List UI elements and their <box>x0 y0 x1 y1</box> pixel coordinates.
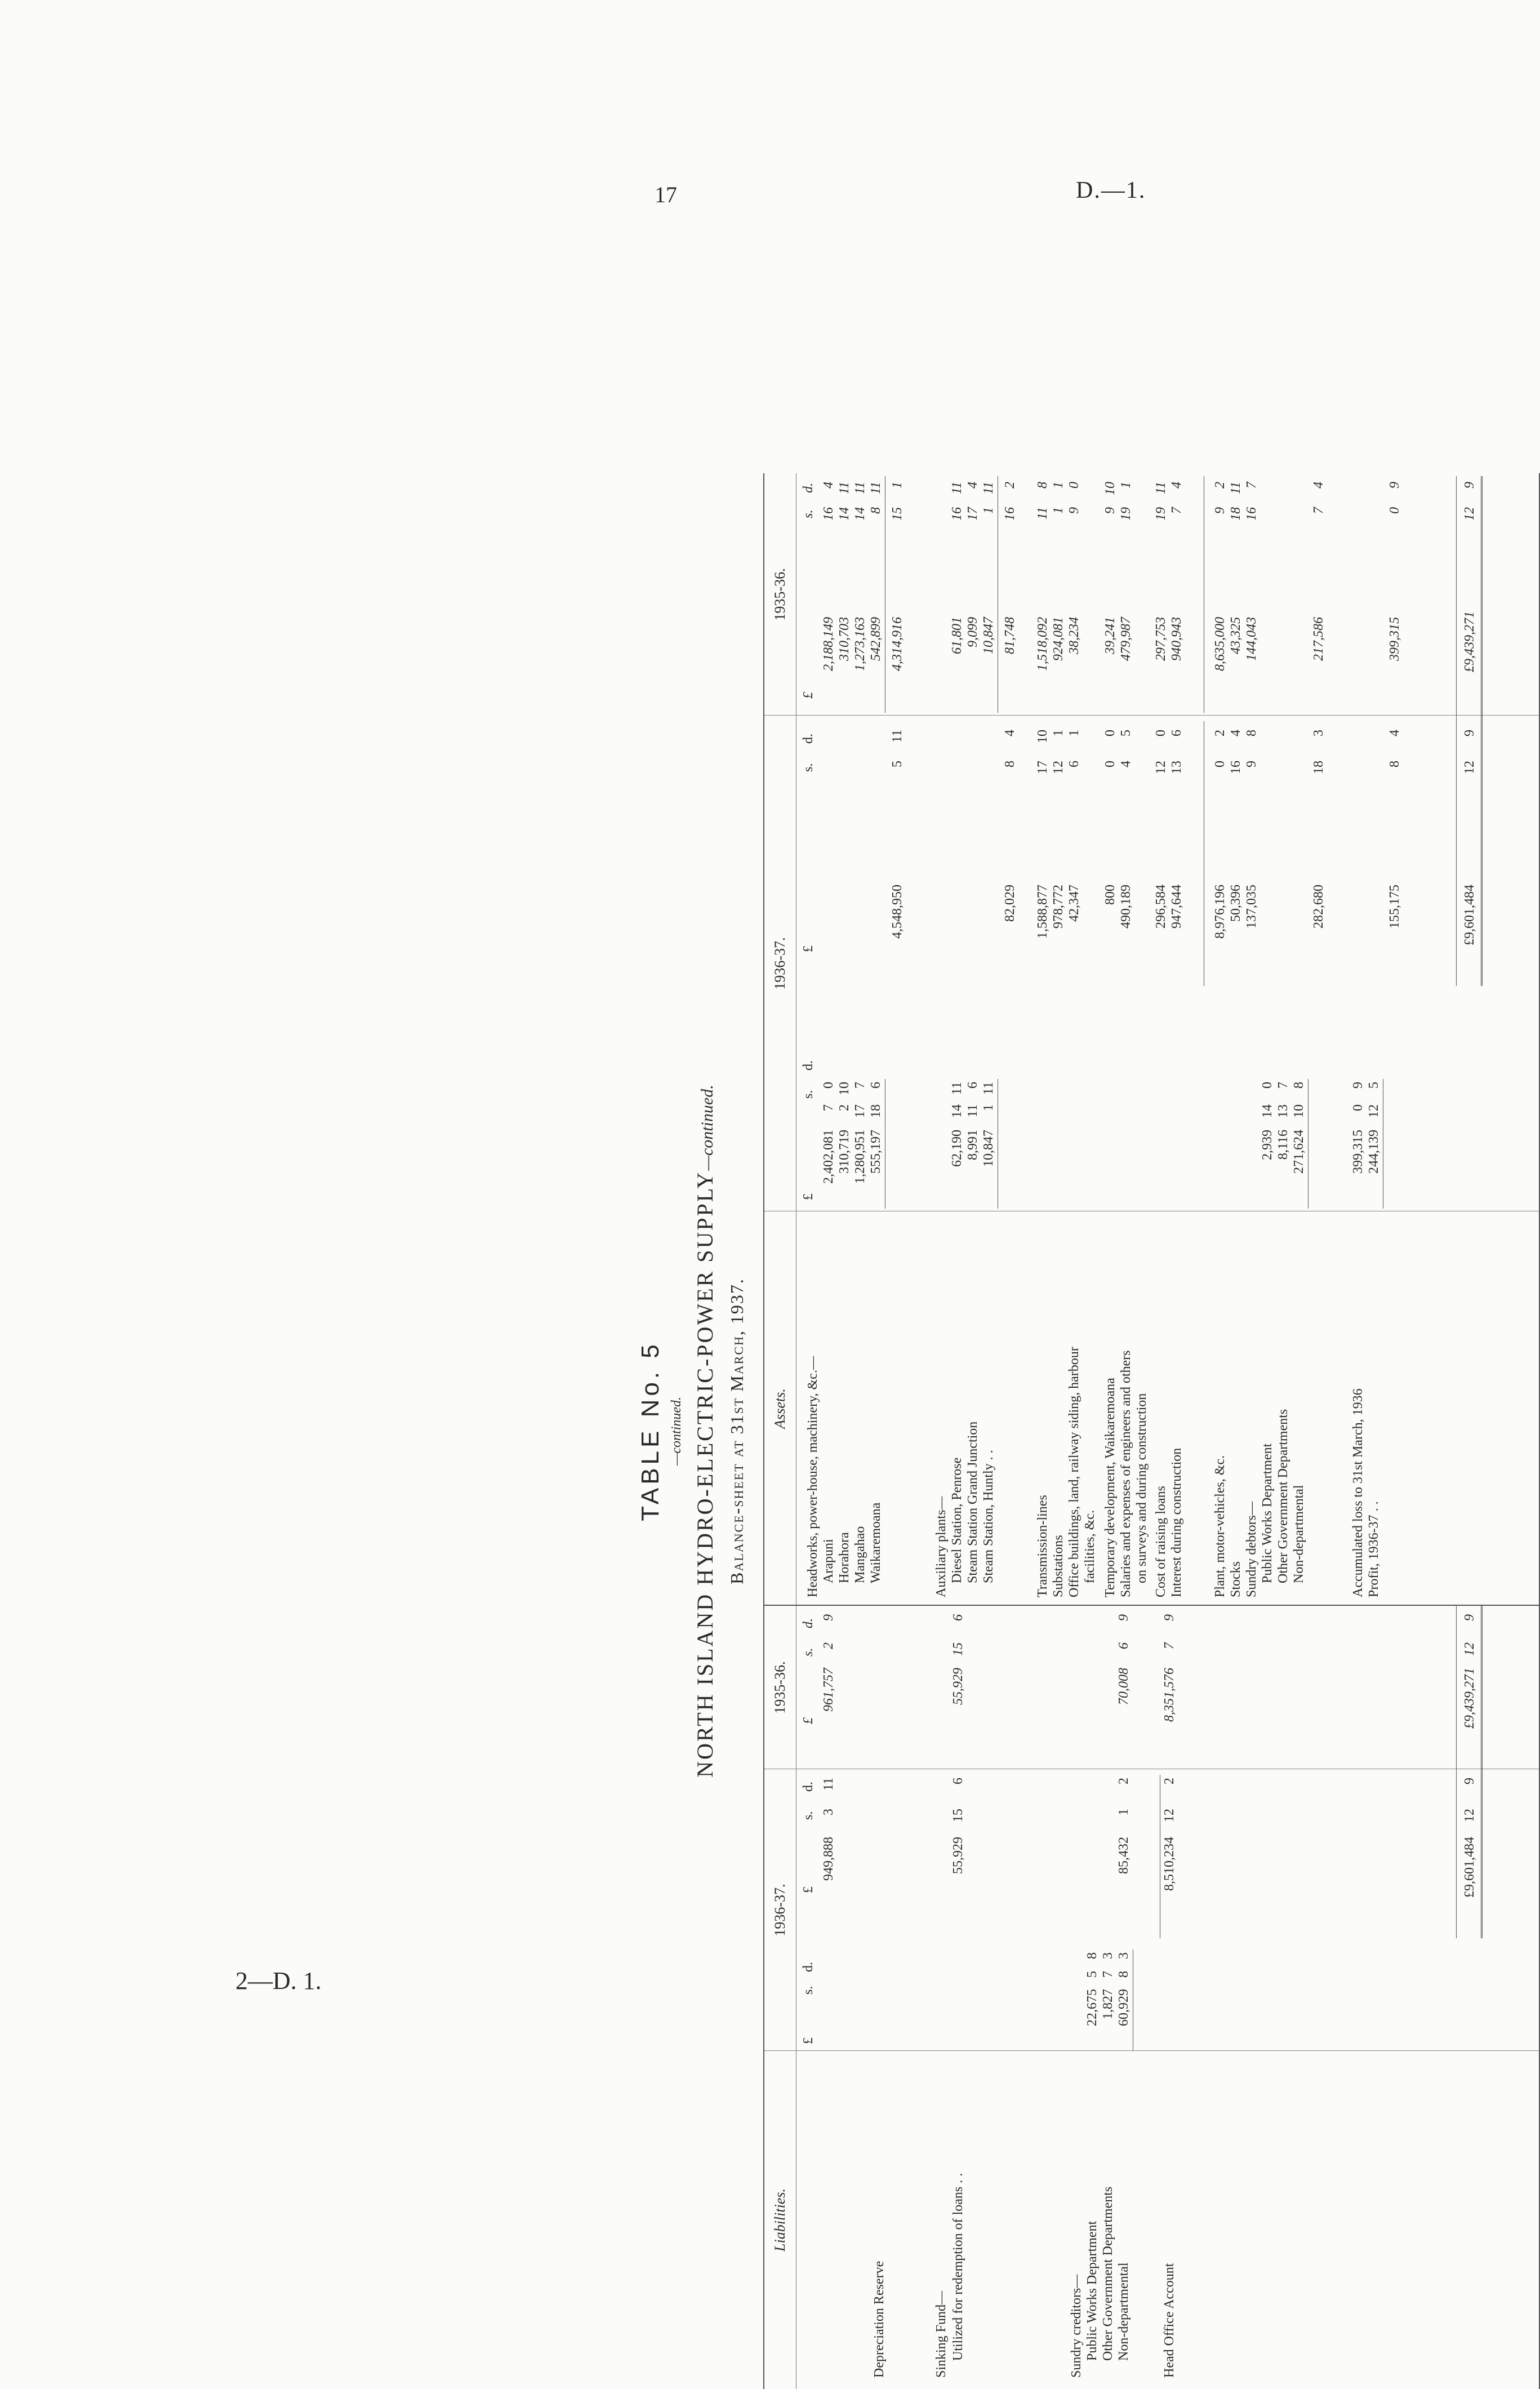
document-reference: D.—1. <box>1076 177 1146 203</box>
asset-item-amount: 2,402,081 <box>821 1130 836 1184</box>
asset-stocks: Stocks <box>1229 1561 1243 1597</box>
asset-salaries-expenses-cont: on surveys and during construction <box>1134 1393 1149 1583</box>
asset-group-total: 4,548,950 <box>890 885 905 939</box>
asset-prev-pence: 4 <box>821 482 836 489</box>
debtors-prev-shillings: 7 <box>1311 507 1326 514</box>
profit-amount: 244,139 <box>1367 1130 1381 1174</box>
asset-prev-pence: 1 <box>1051 482 1066 489</box>
total-rule <box>1456 476 1457 986</box>
unit-pence: d. <box>801 1962 816 1972</box>
asset-item-label: Steam Station, Huntly . . <box>981 1450 996 1583</box>
liability-prev-shillings: 15 <box>951 1642 965 1656</box>
unit-pence: d. <box>801 483 816 493</box>
asset-interest-construction: Interest during construction <box>1169 1447 1184 1597</box>
asset-prev-pence: 11 <box>1229 482 1243 495</box>
asset-pence: 4 <box>1229 730 1243 736</box>
asset-prev-pence: 11 <box>837 482 852 495</box>
table-subtitle: Balance-sheet at 31st March, 1937. <box>727 1278 747 1584</box>
liability-amount: 949,888 <box>821 1837 836 1881</box>
liabilities-1937-header: 1936-37. <box>764 1769 796 2051</box>
asset-plant-vehicles: Plant, motor-vehicles, &c. <box>1213 1455 1227 1597</box>
asset-prev-amount: 39,241 <box>1103 617 1118 654</box>
asset-item-label: Mangahao <box>853 1526 867 1583</box>
liability-prev-amount: 961,757 <box>821 1668 836 1712</box>
liability-sinking-fund-detail: Utilized for redemption of loans . . <box>951 2173 965 2361</box>
asset-pence: 1 <box>1067 730 1081 736</box>
asset-prev-pence: 4 <box>965 482 980 489</box>
liabilities-grand-total: £9,601,484 <box>1462 1837 1477 1898</box>
asset-prev-pence: 2 <box>1213 482 1227 489</box>
liabilities-total-pence: 9 <box>1462 1778 1477 1784</box>
title-continued: —continued. <box>698 1085 716 1171</box>
asset-amount: 947,644 <box>1169 885 1184 929</box>
asset-prev-amount: 924,081 <box>1051 617 1066 661</box>
liability-amount: 8,510,234 <box>1162 1837 1177 1891</box>
debtor-shillings: 13 <box>1276 1104 1290 1118</box>
asset-prev-amount: 940,943 <box>1169 617 1184 661</box>
liability-prev-pence: 9 <box>1116 1614 1131 1621</box>
asset-prev-amount: 144,043 <box>1244 617 1259 661</box>
total-rule-double <box>1481 1606 1483 1938</box>
asset-prev-amount: 1,273,163 <box>853 617 867 671</box>
asset-shillings: 4 <box>1119 761 1133 767</box>
asset-amount: 1,588,877 <box>1035 885 1050 939</box>
assets-grand-total: £9,601,484 <box>1462 885 1477 945</box>
assets-prev-total-shillings: 12 <box>1462 507 1477 521</box>
balance-sheet <box>637 473 1538 2389</box>
assets-1936-header: 1935-36. <box>764 473 796 716</box>
debtors-total-pence: 3 <box>1311 730 1326 736</box>
net-loss-prev-shillings: 0 <box>1387 507 1402 514</box>
asset-item-pence: 11 <box>950 1082 964 1095</box>
assets-prev-total: £9,439,271 <box>1462 611 1477 672</box>
asset-item-amount: 1,280,951 <box>853 1130 867 1184</box>
asset-prev-pence: 11 <box>950 482 964 495</box>
asset-prev-shillings: 17 <box>965 507 980 521</box>
asset-accumulated-loss: Accumulated loss to 31st March, 1936 <box>1351 1388 1365 1597</box>
liability-sundry-creditors: Sundry creditors— <box>1069 2274 1084 2378</box>
asset-amount: 8,976,196 <box>1213 885 1227 939</box>
assets-total-shillings: 12 <box>1462 761 1477 774</box>
liability-shillings: 12 <box>1162 1809 1177 1822</box>
total-rule <box>1456 1606 1457 1938</box>
col-divider <box>764 1605 1539 1606</box>
liability-sinking-fund: Sinking Fund— <box>934 2290 949 2378</box>
debtor-shillings: 10 <box>1292 1104 1306 1118</box>
unit-pence: d. <box>801 1618 816 1628</box>
asset-shillings: 6 <box>1067 761 1081 767</box>
asset-group-prev-shillings: 16 <box>1003 507 1017 521</box>
unit-pound: £ <box>801 1717 816 1724</box>
liability-prev-pence: 6 <box>951 1614 965 1621</box>
asset-prev-shillings: 1 <box>981 507 996 514</box>
asset-item-label: Waikaremoana <box>869 1502 883 1583</box>
asset-item-label: Diesel Station, Penrose <box>950 1457 964 1583</box>
asset-prev-shillings: 9 <box>1213 507 1227 514</box>
liability-prev-shillings: 7 <box>1162 1642 1177 1649</box>
asset-item-pence: 6 <box>965 1082 980 1089</box>
assets-header: Assets. <box>764 1211 796 1606</box>
asset-pence: 10 <box>1035 730 1050 743</box>
liability-depreciation-reserve: Depreciation Reserve <box>872 2261 887 2378</box>
asset-shillings: 0 <box>1213 761 1227 767</box>
table-label: TABLE No. 5 <box>637 1341 664 1521</box>
net-loss-pence: 4 <box>1387 730 1402 736</box>
asset-item-amount: 10,847 <box>981 1130 996 1167</box>
unit-pound: £ <box>801 692 816 699</box>
asset-amount: 800 <box>1103 885 1118 905</box>
asset-pence: 5 <box>1119 730 1133 736</box>
asset-substations: Substations <box>1051 1535 1066 1597</box>
asset-sundry-debtors: Sundry debtors— <box>1244 1502 1259 1597</box>
asset-amount: 137,035 <box>1244 885 1259 929</box>
asset-prev-shillings: 1 <box>1051 507 1066 514</box>
asset-item-shillings: 11 <box>965 1104 980 1118</box>
liability-shillings: 15 <box>951 1809 965 1822</box>
liabilities-total-shillings: 12 <box>1462 1809 1477 1822</box>
asset-item-shillings: 2 <box>837 1104 852 1111</box>
liability-prev-amount: 70,008 <box>1116 1668 1131 1705</box>
asset-item-pence: 11 <box>981 1082 996 1095</box>
debtors-prev-total: 217,586 <box>1311 617 1326 661</box>
liabilities-prev-total-shillings: 12 <box>1462 1642 1477 1656</box>
asset-item-amount: 8,991 <box>965 1130 980 1160</box>
debtors-total-shillings: 18 <box>1311 761 1326 774</box>
debtors-total: 282,680 <box>1311 885 1326 929</box>
asset-pence: 2 <box>1213 730 1227 736</box>
asset-cost-of-raising-loans: Cost of raising loans <box>1154 1486 1168 1597</box>
asset-pence: 0 <box>1154 730 1168 736</box>
asset-prev-shillings: 9 <box>1103 507 1118 514</box>
asset-amount: 490,189 <box>1119 885 1133 929</box>
asset-shillings: 16 <box>1229 761 1243 774</box>
asset-group-pence: 4 <box>1003 730 1017 736</box>
asset-item-shillings: 17 <box>853 1104 867 1118</box>
debtor-label: Non-departmental <box>1292 1485 1306 1583</box>
creditor-shillings: 7 <box>1101 1971 1115 1978</box>
footer-reference: 2—D. 1. <box>235 1967 322 1995</box>
col-divider <box>764 2050 1539 2051</box>
creditor-label: Non-departmental <box>1116 2262 1131 2361</box>
asset-group-total: 82,029 <box>1003 885 1017 922</box>
liability-pence: 2 <box>1162 1778 1177 1784</box>
creditor-label: Other Government Departments <box>1101 2186 1115 2361</box>
asset-prev-shillings: 19 <box>1119 507 1133 521</box>
asset-prev-amount: 38,234 <box>1067 617 1081 654</box>
net-loss-prev-total: 399,315 <box>1387 617 1402 661</box>
asset-prev-pence: 11 <box>1154 482 1168 495</box>
debtors-prev-pence: 4 <box>1311 482 1326 489</box>
unit-shilling: s. <box>801 509 816 518</box>
asset-item-shillings: 14 <box>950 1104 964 1118</box>
asset-group-prev-pence: 2 <box>1003 482 1017 489</box>
asset-prev-amount: 479,987 <box>1119 617 1133 661</box>
asset-group-pence: 11 <box>890 730 905 743</box>
asset-prev-shillings: 18 <box>1229 507 1243 521</box>
asset-prev-pence: 4 <box>1169 482 1184 489</box>
liability-shillings: 1 <box>1116 1809 1131 1815</box>
profit-pence: 5 <box>1367 1082 1381 1089</box>
assets-prev-total-pence: 9 <box>1462 482 1477 489</box>
asset-item-amount: 62,190 <box>950 1130 964 1167</box>
liability-pence: 6 <box>951 1778 965 1784</box>
asset-prev-amount: 61,801 <box>950 617 964 654</box>
unit-shilling: s. <box>801 1811 816 1820</box>
debtor-amount: 8,116 <box>1276 1130 1290 1160</box>
debtor-label: Other Government Departments <box>1276 1409 1290 1583</box>
unit-pound: £ <box>801 945 816 952</box>
creditor-amount: 1,827 <box>1101 1989 1115 2019</box>
total-rule-double <box>1481 476 1483 986</box>
debtor-label: Public Works Department <box>1260 1443 1275 1583</box>
unit-pound: £ <box>801 1886 816 1893</box>
asset-shillings: 12 <box>1154 761 1168 774</box>
asset-item-label: Arapuni <box>821 1539 836 1583</box>
assets-1937-header: 1936-37. <box>764 716 796 1211</box>
asset-headworks: Headworks, power-house, machinery, &c.— <box>805 1356 820 1597</box>
table-title: NORTH ISLAND HYDRO-ELECTRIC-POWER SUPPLY—continued. <box>692 1085 718 1778</box>
asset-shillings: 9 <box>1244 761 1259 767</box>
asset-item-label: Horahora <box>837 1532 852 1583</box>
creditor-shillings: 8 <box>1116 1971 1131 1978</box>
asset-amount: 50,396 <box>1229 885 1243 922</box>
asset-prev-amount: 310,703 <box>837 617 852 661</box>
debtor-amount: 271,624 <box>1292 1130 1306 1174</box>
profit-shillings: 12 <box>1367 1104 1381 1118</box>
assets-total-pence: 9 <box>1462 730 1477 736</box>
asset-temporary-development: Temporary development, Waikaremoana <box>1103 1378 1118 1597</box>
asset-prev-amount: 1,518,092 <box>1035 617 1050 671</box>
asset-transmission-lines: Transmission-lines <box>1035 1495 1050 1597</box>
asset-item-shillings: 18 <box>869 1104 883 1118</box>
debtor-pence: 0 <box>1260 1082 1275 1089</box>
liability-head-office-account: Head Office Account <box>1162 2263 1177 2378</box>
debtor-shillings: 14 <box>1260 1104 1275 1118</box>
asset-prev-shillings: 16 <box>950 507 964 521</box>
asset-salaries-expenses: Salaries and expenses of engineers and others <box>1119 1350 1133 1597</box>
asset-pence: 6 <box>1169 730 1184 736</box>
liabilities-1936-header: 1935-36. <box>764 1606 796 1769</box>
asset-prev-pence: 7 <box>1244 482 1259 489</box>
creditor-amount: 22,675 <box>1085 1989 1100 2026</box>
asset-item-amount: 555,197 <box>869 1130 883 1174</box>
liability-pence: 2 <box>1116 1778 1131 1784</box>
asset-office-buildings: Office buildings, land, railway siding, harbour <box>1067 1347 1081 1597</box>
loss-shillings: 0 <box>1351 1104 1365 1111</box>
asset-prev-pence: 11 <box>869 482 883 495</box>
asset-shillings: 0 <box>1103 761 1118 767</box>
asset-prev-pence: 1 <box>1119 482 1133 489</box>
asset-prev-amount: 8,635,000 <box>1213 617 1227 671</box>
asset-item-pence: 10 <box>837 1082 852 1095</box>
asset-prev-amount: 43,325 <box>1229 617 1243 654</box>
asset-amount: 978,772 <box>1051 885 1066 929</box>
asset-item-label: Steam Station Grand Junction <box>965 1421 980 1583</box>
debtor-pence: 7 <box>1276 1082 1290 1089</box>
asset-shillings: 13 <box>1169 761 1184 774</box>
asset-group-prev-total: 4,314,916 <box>890 617 905 671</box>
liability-prev-pence: 9 <box>1162 1614 1177 1621</box>
liability-pence: 11 <box>821 1778 836 1791</box>
loss-pence: 9 <box>1351 1082 1365 1089</box>
asset-prev-pence: 0 <box>1067 482 1081 489</box>
asset-prev-shillings: 14 <box>837 507 852 521</box>
asset-prev-shillings: 16 <box>1244 507 1259 521</box>
col-divider <box>764 715 1539 716</box>
asset-prev-pence: 10 <box>1103 482 1118 495</box>
asset-pence: 0 <box>1103 730 1118 736</box>
debtor-pence: 8 <box>1292 1082 1306 1089</box>
liability-prev-shillings: 6 <box>1116 1642 1131 1649</box>
creditor-pence: 3 <box>1101 1952 1115 1959</box>
liability-shillings: 3 <box>821 1809 836 1815</box>
asset-item-shillings: 1 <box>981 1104 996 1111</box>
unit-shilling: s. <box>801 763 816 772</box>
unit-pound: £ <box>801 2037 816 2044</box>
asset-prev-amount: 297,753 <box>1154 617 1168 661</box>
unit-pence: d. <box>801 1782 816 1792</box>
net-loss-total: 155,175 <box>1387 885 1402 929</box>
asset-item-pence: 7 <box>853 1082 867 1089</box>
unit-shilling: s. <box>801 1648 816 1657</box>
balance-table <box>763 473 1540 2389</box>
asset-item-pence: 6 <box>869 1082 883 1089</box>
asset-prev-amount: 9,099 <box>965 617 980 647</box>
unit-pound: £ <box>801 1193 816 1200</box>
asset-prev-shillings: 14 <box>853 507 867 521</box>
asset-prev-shillings: 7 <box>1169 507 1184 514</box>
asset-prev-amount: 542,899 <box>869 617 883 661</box>
net-loss-prev-pence: 9 <box>1387 482 1402 489</box>
asset-shillings: 17 <box>1035 761 1050 774</box>
asset-prev-pence: 11 <box>853 482 867 495</box>
asset-prev-shillings: 16 <box>821 507 836 521</box>
asset-group-prev-pence: 1 <box>890 482 905 489</box>
liabilities-header: Liabilities. <box>764 2051 796 2389</box>
table-label-continued: —continued. <box>669 1397 684 1466</box>
liability-prev-shillings: 2 <box>821 1642 836 1649</box>
liabilities-prev-total: £9,439,271 <box>1462 1668 1477 1729</box>
asset-item-shillings: 7 <box>821 1104 836 1111</box>
asset-prev-shillings: 8 <box>869 507 883 514</box>
asset-amount: 42,347 <box>1067 885 1081 922</box>
asset-group-shillings: 8 <box>1003 761 1017 767</box>
creditor-label: Public Works Department <box>1085 2221 1100 2361</box>
creditor-amount: 60,929 <box>1116 1989 1131 2026</box>
asset-prev-pence: 11 <box>981 482 996 495</box>
asset-prev-pence: 8 <box>1035 482 1050 489</box>
creditor-pence: 3 <box>1116 1952 1131 1959</box>
asset-group-prev-total: 81,748 <box>1003 617 1017 654</box>
page-number: 17 <box>655 182 677 207</box>
unit-shilling: s. <box>801 1090 816 1099</box>
asset-prev-shillings: 11 <box>1035 507 1050 520</box>
asset-prev-amount: 2,188,149 <box>821 617 836 671</box>
net-loss-shillings: 8 <box>1387 761 1402 767</box>
loss-amount: 399,315 <box>1351 1130 1365 1174</box>
unit-pence: d. <box>801 734 816 744</box>
asset-pence: 1 <box>1051 730 1066 736</box>
liability-prev-amount: 8,351,576 <box>1162 1668 1177 1722</box>
unit-shilling: s. <box>801 1986 816 1995</box>
asset-prev-amount: 10,847 <box>981 617 996 654</box>
asset-shillings: 12 <box>1051 761 1066 774</box>
asset-group-shillings: 5 <box>890 761 905 767</box>
asset-item-amount: 310,719 <box>837 1130 852 1174</box>
liability-amount: 55,929 <box>951 1837 965 1874</box>
liability-prev-pence: 9 <box>821 1614 836 1621</box>
asset-profit: Profit, 1936-37 . . <box>1367 1501 1381 1597</box>
liabilities-prev-total-pence: 9 <box>1462 1614 1477 1621</box>
asset-pence: 8 <box>1244 730 1259 736</box>
liability-prev-amount: 55,929 <box>951 1668 965 1705</box>
asset-amount: 296,584 <box>1154 885 1168 929</box>
asset-group-prev-shillings: 15 <box>890 507 905 521</box>
asset-prev-shillings: 9 <box>1067 507 1081 514</box>
creditor-pence: 8 <box>1085 1952 1100 1959</box>
asset-office-buildings-cont: facilities, &c. <box>1083 1510 1097 1583</box>
asset-auxiliary-plants: Auxiliary plants— <box>934 1496 949 1597</box>
asset-item-pence: 0 <box>821 1082 836 1089</box>
unit-pence: d. <box>801 1060 816 1071</box>
asset-prev-shillings: 19 <box>1154 507 1168 521</box>
liability-amount: 85,432 <box>1116 1837 1131 1874</box>
debtor-amount: 2,939 <box>1260 1130 1275 1160</box>
creditor-shillings: 5 <box>1085 1971 1100 1978</box>
